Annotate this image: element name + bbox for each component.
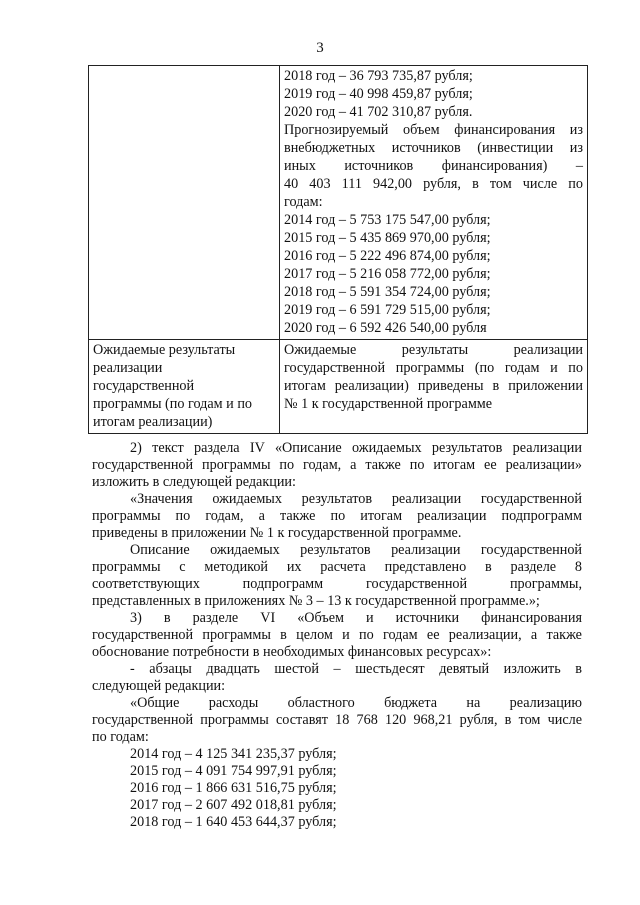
text-line: государственной программы в целом и по годам ее реализации, а также <box>92 627 582 643</box>
table-row <box>89 340 588 434</box>
financing-line: 2019 год – 40 998 459,87 рубля; <box>284 86 473 102</box>
year-item: 2015 год – 4 091 754 997,91 рубля; <box>130 763 337 779</box>
text-line: «Общие расходы областного бюджета на реализацию <box>130 695 582 711</box>
financing-line: Прогнозируемый объем финансирования из <box>284 122 583 138</box>
text-line: «Значения ожидаемых результатов реализации государственной <box>130 491 582 507</box>
financing-line: 2014 год – 5 753 175 547,00 рубля; <box>284 212 491 228</box>
results-value-line: Ожидаемые результаты реализации <box>284 342 583 358</box>
text-line: изложить в следующей редакции: <box>92 474 296 490</box>
financing-line: 2019 год – 6 591 729 515,00 рубля; <box>284 302 491 318</box>
year-list <box>92 746 582 831</box>
document-body <box>92 440 582 831</box>
results-label-line: Ожидаемые результаты <box>93 342 236 358</box>
year-item: 2017 год – 2 607 492 018,81 рубля; <box>130 797 337 813</box>
financing-line: годам: <box>284 194 323 210</box>
year-item: 2014 год – 4 125 341 235,37 рубля; <box>130 746 337 762</box>
financing-line: 2020 год – 41 702 310,87 рубля. <box>284 104 473 120</box>
text-line: программы с методикой их расчета представлено в разделе 8 <box>92 559 582 575</box>
results-value-cell <box>280 340 588 434</box>
financing-line: 2016 год – 5 222 496 874,00 рубля; <box>284 248 491 264</box>
results-label-cell <box>89 340 280 434</box>
paragraph-item-2 <box>92 440 582 491</box>
financing-cell <box>280 66 588 340</box>
results-label-line: итогам реализации) <box>93 414 213 430</box>
text-line: программы по годам, а также по итогам реализации подпрограмм <box>92 508 582 524</box>
text-line: - абзацы двадцать шестой – шестьдесят девятый изложить в <box>130 661 582 677</box>
text-line: соответствующих подпрограмм государственной программы, <box>92 576 582 592</box>
year-item: 2018 год – 1 640 453 644,37 рубля; <box>130 814 337 830</box>
text-line: 2) текст раздела IV «Описание ожидаемых результатов реализации <box>130 440 582 456</box>
financing-line: 40 403 111 942,00 рубля, в том числе по <box>284 176 583 192</box>
text-line: 3) в разделе VI «Объем и источники финансирования <box>130 610 582 626</box>
results-value-line: государственной программы (по годам и по <box>284 360 583 376</box>
table-cell-empty <box>89 66 280 340</box>
financing-line: 2015 год – 5 435 869 970,00 рубля; <box>284 230 491 246</box>
text-line: представленных в приложениях № 3 – 13 к государственной программе.»; <box>92 593 540 609</box>
text-line: государственной программы по годам, а также по итогам ее реализации» <box>92 457 582 473</box>
paragraph-total-expenses <box>92 695 582 746</box>
table-row <box>89 66 588 340</box>
text-line: государственной программы составят 18 768 120 968,21 рубля, в том числе <box>92 712 582 728</box>
text-line: следующей редакции: <box>92 678 226 694</box>
results-label-line: программы (по годам и по <box>93 396 252 412</box>
results-value-line: № 1 к государственной программе <box>284 396 493 412</box>
results-label-line: реализации <box>93 360 163 376</box>
text-line: обоснование потребности в необходимых финансовых ресурсах»: <box>92 644 492 660</box>
text-line: по годам: <box>92 729 149 745</box>
text-line: приведены в приложении № 1 к государственной программе. <box>92 525 462 541</box>
year-item: 2016 год – 1 866 631 516,75 рубля; <box>130 780 337 796</box>
financing-line: 2020 год – 6 592 426 540,00 рубля <box>284 320 487 336</box>
results-label-line: государственной <box>93 378 195 394</box>
paragraph-paragraphs-replace <box>92 661 582 695</box>
financing-line: 2018 год – 5 591 354 724,00 рубля; <box>284 284 491 300</box>
paragraph-description <box>92 542 582 610</box>
results-value-line: итогам реализации) приведены в приложении <box>284 378 583 394</box>
financing-line: 2018 год – 36 793 735,87 рубля; <box>284 68 473 84</box>
text-line: Описание ожидаемых результатов реализации государственной <box>130 542 582 558</box>
financing-line: внебюджетных источников (инвестиции из <box>284 140 583 156</box>
paragraph-values <box>92 491 582 542</box>
passport-table <box>88 65 588 434</box>
paragraph-item-3 <box>92 610 582 661</box>
financing-line: 2017 год – 5 216 058 772,00 рубля; <box>284 266 491 282</box>
financing-line: иных источников финансирования) – <box>284 158 583 174</box>
page-number: 3 <box>316 40 324 56</box>
